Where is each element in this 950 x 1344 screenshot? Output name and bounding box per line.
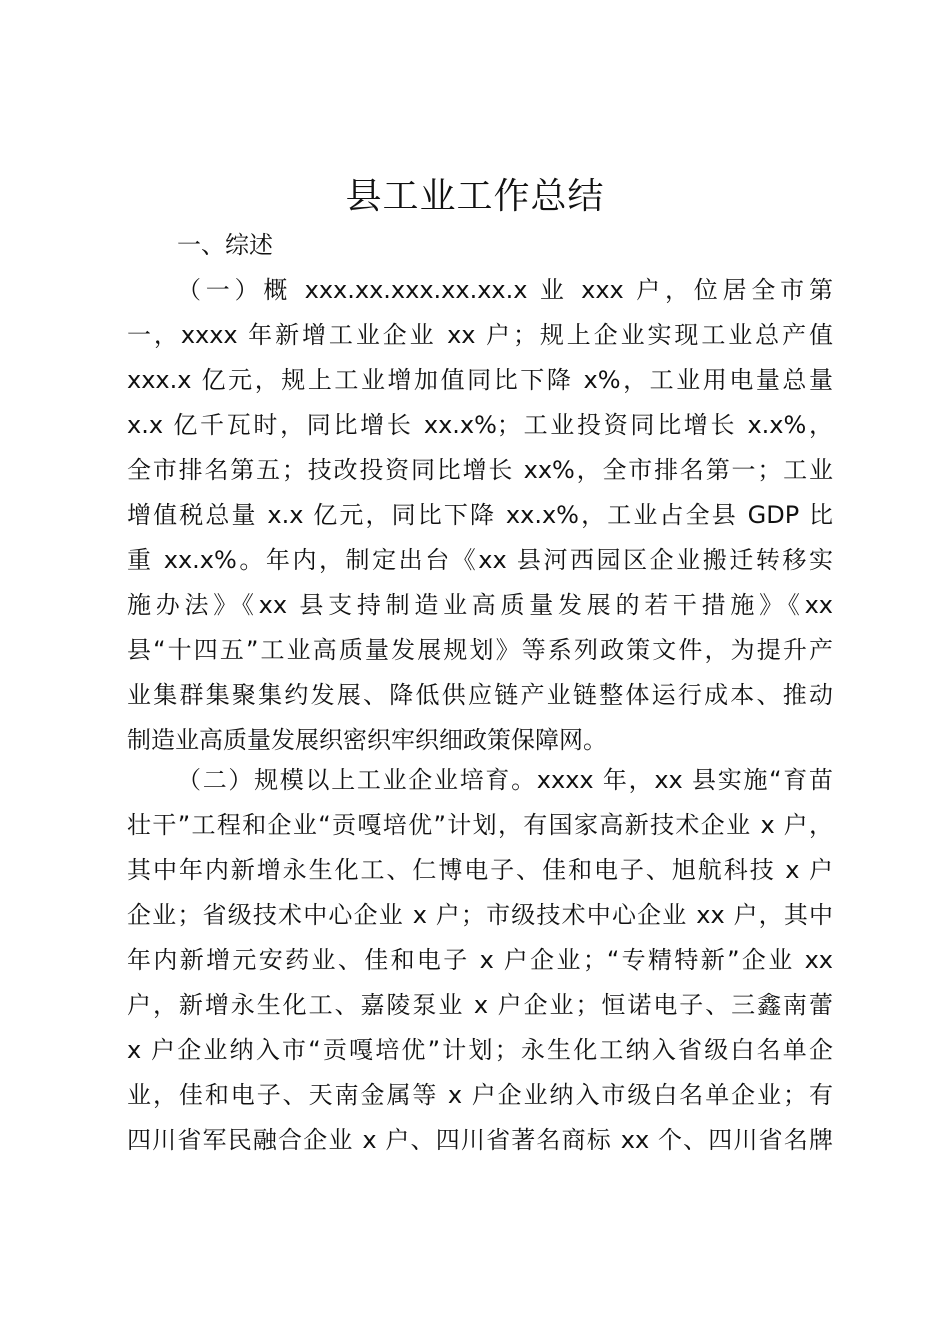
text-line: 企业；省级技术中心企业 x 户；市级技术中心企业 xx 户，其中 <box>127 901 833 929</box>
text-line: 重 xx.x%。年内，制定出台《xx 县河西园区企业搬迁转移实 <box>127 546 833 574</box>
text-line: 一，xxxx 年新增工业企业 xx 户；规上企业实现工业总产值 <box>127 321 833 349</box>
section-heading: 一、综述 <box>177 231 273 259</box>
text-line: 其中年内新增永生化工、仁博电子、佳和电子、旭航科技 x 户 <box>127 856 833 884</box>
paragraph-enterprise-cultivation <box>127 758 833 1163</box>
text-line: （一）概 xxx.xx.xxx.xx.xx.x 业 xxx 户，位居全市第 <box>177 276 833 304</box>
text-line: 全市排名第五；技改投资同比增长 xx%，全市排名第一；工业 <box>127 456 833 484</box>
text-line: 业，佳和电子、天南金属等 x 户企业纳入市级白名单企业；有 <box>127 1081 833 1109</box>
document-title: 县工业工作总结 <box>345 176 605 217</box>
text-line: （二）规模以上工业企业培育。xxxx 年，xx 县实施“育苗 <box>177 766 833 794</box>
text-line: xxx.x 亿元，规上工业增加值同比下降 x%，工业用电量总量 <box>127 366 833 394</box>
text-line: 制造业高质量发展织密织牢织细政策保障网。 <box>127 726 607 754</box>
text-line: x 户企业纳入市“贡嘎培优”计划；永生化工纳入省级白名单企 <box>127 1036 833 1064</box>
text-line: 壮干”工程和企业“贡嘎培优”计划，有国家高新技术企业 x 户， <box>127 811 833 839</box>
text-line: 户，新增永生化工、嘉陵泵业 x 户企业；恒诺电子、三鑫南蕾 <box>127 991 833 1019</box>
paragraph-overview <box>127 268 833 763</box>
text-line: 增值税总量 x.x 亿元，同比下降 xx.x%，工业占全县 GDP 比 <box>127 501 833 529</box>
text-line: 施办法》《xx 县支持制造业高质量发展的若干措施》《xx <box>127 591 833 619</box>
text-line: x.x 亿千瓦时，同比增长 xx.x%；工业投资同比增长 x.x%， <box>127 411 833 439</box>
text-line: 四川省军民融合企业 x 户、四川省著名商标 xx 个、四川省名牌 <box>127 1126 833 1154</box>
text-line: 县“十四五”工业高质量发展规划》等系列政策文件，为提升产 <box>127 636 833 664</box>
text-line: 年内新增元安药业、佳和电子 x 户企业；“专精特新”企业 xx <box>127 946 833 974</box>
text-line: 业集群集聚集约发展、降低供应链产业链整体运行成本、推动 <box>127 681 833 709</box>
